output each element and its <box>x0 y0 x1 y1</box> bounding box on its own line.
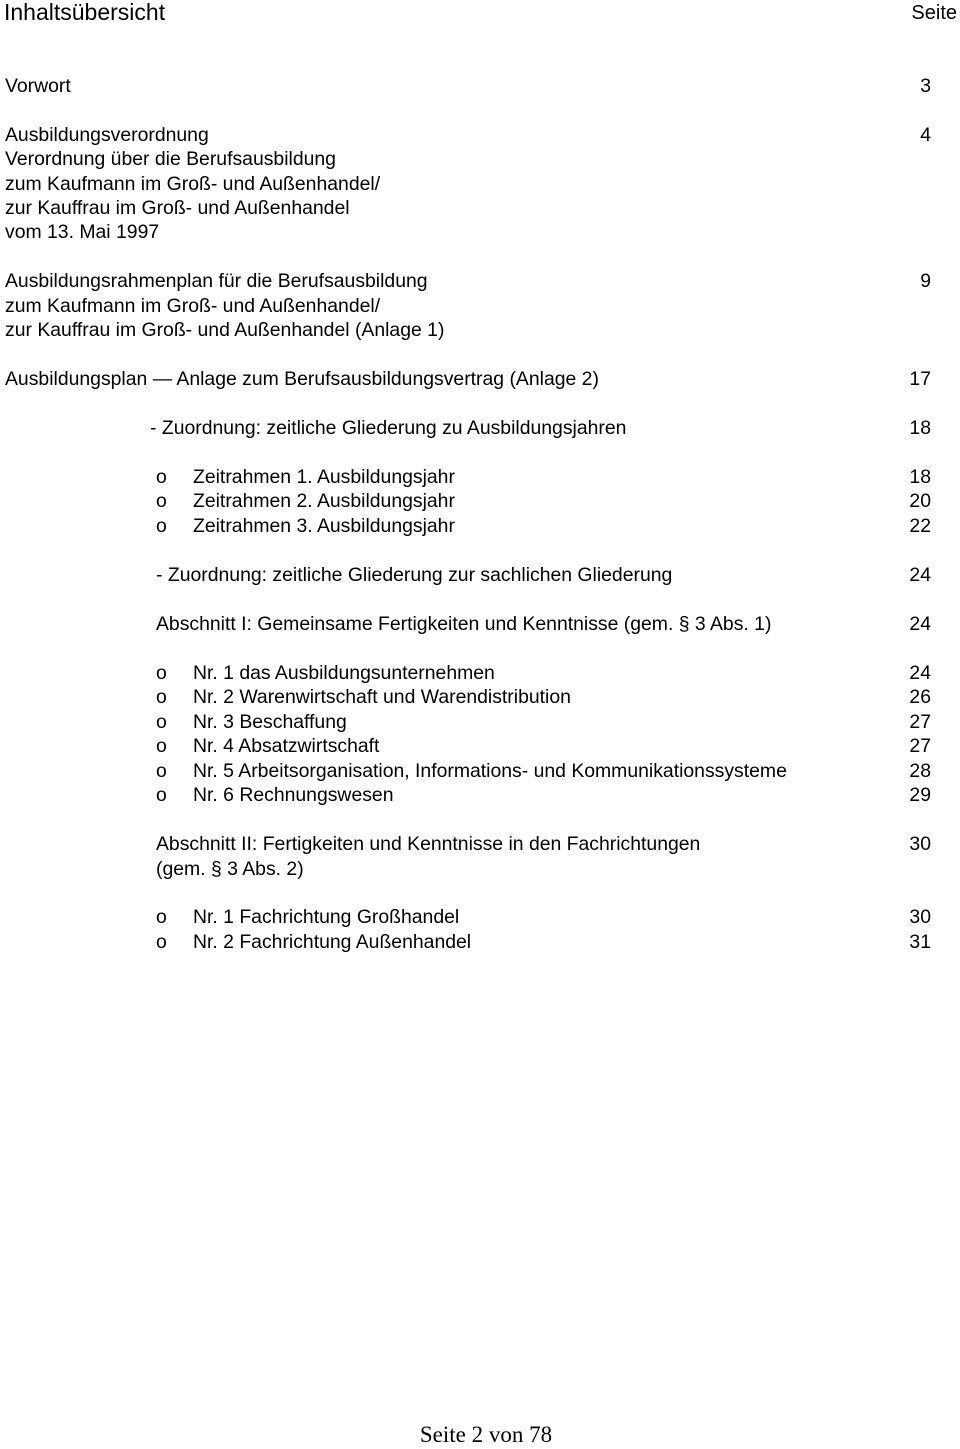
toc-page-number: 22 <box>909 515 931 537</box>
toc-entry-text: Nr. 2 Fachrichtung Außenhandel <box>193 931 472 953</box>
toc-entry-text: Abschnitt II: Fertigkeiten und Kenntnisse in den Fachrichtungen <box>156 833 701 855</box>
toc-entry-text: zum Kaufmann im Groß- und Außenhandel/ <box>5 173 381 195</box>
toc-entry-text: zur Kauffrau im Groß- und Außenhandel (Anlage 1) <box>5 319 445 341</box>
toc-entry-text: zum Kaufmann im Groß- und Außenhandel/ <box>5 295 381 317</box>
toc-entry-text: zur Kauffrau im Groß- und Außenhandel <box>5 197 350 219</box>
toc-entry-text: (gem. § 3 Abs. 2) <box>156 858 304 880</box>
toc-page-number: 20 <box>909 490 931 512</box>
bullet-icon: o <box>156 662 167 684</box>
toc-entry-text: Ausbildungsverordnung <box>5 124 209 146</box>
toc-page-number: 27 <box>909 735 931 757</box>
toc-entry-text: Ausbildungsrahmenplan für die Berufsausbildung <box>5 270 428 292</box>
toc-page-number: 3 <box>920 75 931 97</box>
toc-page-number: 26 <box>909 686 931 708</box>
page-title: Inhaltsübersicht <box>4 0 166 25</box>
page-column-header: Seite <box>911 2 957 24</box>
page-footer: Seite 2 von 78 <box>419 1422 553 1447</box>
toc-page-number: 30 <box>909 906 931 928</box>
toc-page-number: 31 <box>909 931 931 953</box>
toc-entry-text: - Zuordnung: zeitliche Gliederung zu Ausbildungsjahren <box>150 417 627 439</box>
toc-entry-text: Nr. 5 Arbeitsorganisation, Informations- und Kommunikationssysteme <box>193 760 787 782</box>
toc-entry-text: Nr. 4 Absatzwirtschaft <box>193 735 380 757</box>
bullet-icon: o <box>156 686 167 708</box>
toc-page-number: 18 <box>909 417 931 439</box>
toc-entry-text: Verordnung über die Berufsausbildung <box>5 148 336 170</box>
toc-entry-text: Nr. 2 Warenwirtschaft und Warendistribution <box>193 686 571 708</box>
bullet-icon: o <box>156 735 167 757</box>
toc-entry-text: - Zuordnung: zeitliche Gliederung zur sachlichen Gliederung <box>156 564 673 586</box>
toc-entry-text: Zeitrahmen 3. Ausbildungsjahr <box>193 515 455 537</box>
toc-page-number: 24 <box>909 662 931 684</box>
toc-entry-text: vom 13. Mai 1997 <box>5 221 160 243</box>
toc-entry-text: Nr. 6 Rechnungswesen <box>193 784 394 806</box>
toc-entry-text: Abschnitt I: Gemeinsame Fertigkeiten und Kenntnisse (gem. § 3 Abs. 1) <box>156 613 772 635</box>
bullet-icon: o <box>156 515 167 537</box>
bullet-icon: o <box>156 760 167 782</box>
toc-page-number: 18 <box>909 466 931 488</box>
toc-page-number: 4 <box>920 124 931 146</box>
bullet-icon: o <box>156 784 167 806</box>
toc-entry-text: Zeitrahmen 1. Ausbildungsjahr <box>193 466 455 488</box>
toc-page-number: 9 <box>920 270 931 292</box>
bullet-icon: o <box>156 906 167 928</box>
bullet-icon: o <box>156 931 167 953</box>
toc-entry-text: Zeitrahmen 2. Ausbildungsjahr <box>193 490 455 512</box>
toc-page-number: 24 <box>909 613 931 635</box>
toc-page-number: 28 <box>909 760 931 782</box>
toc-entry-text: Vorwort <box>5 75 71 97</box>
toc-page-number: 24 <box>909 564 931 586</box>
toc-page-number: 29 <box>909 784 931 806</box>
bullet-icon: o <box>156 490 167 512</box>
toc-entry-text: Ausbildungsplan — Anlage zum Berufsausbildungsvertrag (Anlage 2) <box>5 368 599 390</box>
bullet-icon: o <box>156 466 167 488</box>
toc-entry-text: Nr. 1 Fachrichtung Großhandel <box>193 906 460 928</box>
toc-entry-text: Nr. 3 Beschaffung <box>193 711 347 733</box>
toc-page-number: 30 <box>909 833 931 855</box>
toc-page-number: 27 <box>909 711 931 733</box>
toc-page-number: 17 <box>909 368 931 390</box>
bullet-icon: o <box>156 711 167 733</box>
toc-entry-text: Nr. 1 das Ausbildungsunternehmen <box>193 662 495 684</box>
